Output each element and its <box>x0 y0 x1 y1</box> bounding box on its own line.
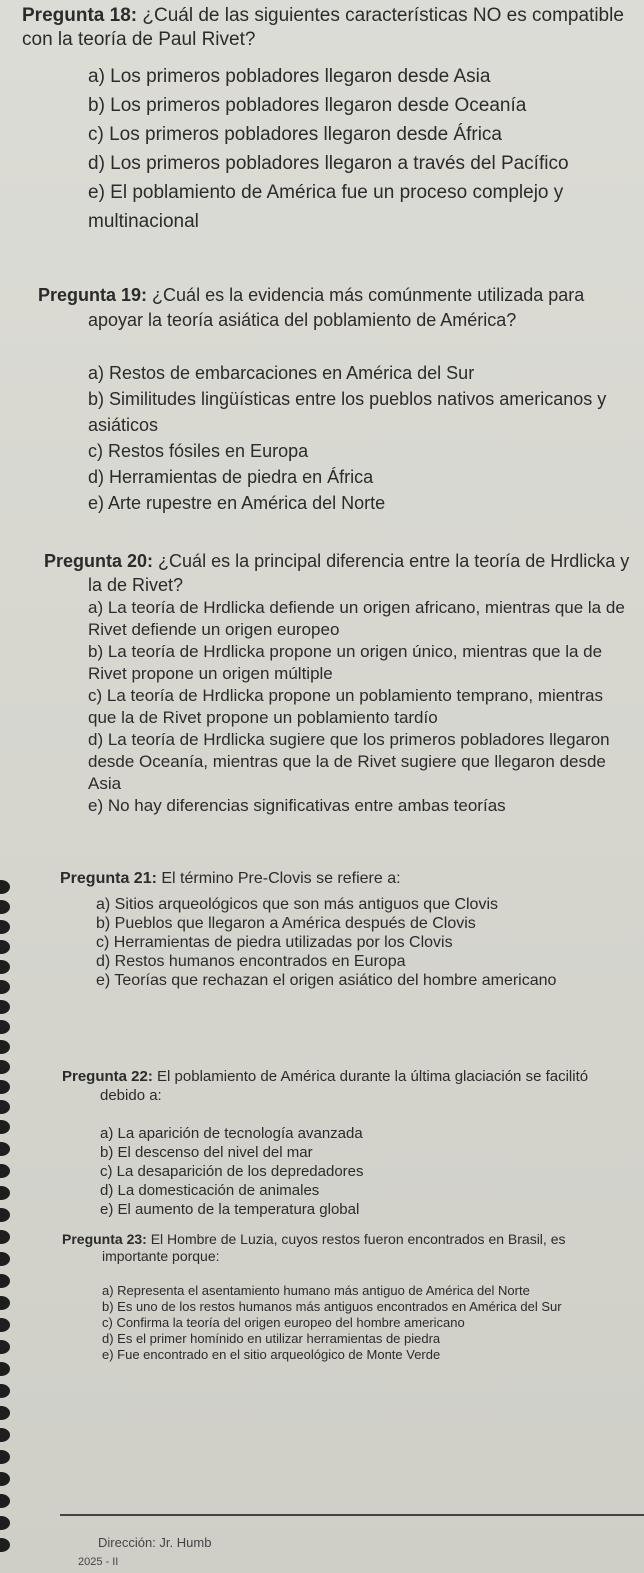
option-23-c: c) Confirma la teoría del origen europeo del hombre americano <box>102 1315 465 1330</box>
question-19-options <box>88 360 638 516</box>
option-19-e: e) Arte rupestre en América del Norte <box>88 493 386 513</box>
question-22 <box>62 1067 618 1105</box>
binder-hole <box>0 1318 10 1332</box>
binder-hole <box>0 940 10 954</box>
question-18 <box>0 4 640 51</box>
binder-hole <box>0 1450 10 1464</box>
binder-hole <box>0 1252 10 1266</box>
option-21-d: d) Restos humanos encontrados en Europa <box>96 953 406 970</box>
binder-holes <box>0 880 20 1573</box>
option-19-a: a) Restos de embarcaciones en América del Sur <box>88 363 475 383</box>
question-20-options <box>88 597 628 817</box>
option-23-d: d) Es el primer homínido en utilizar herramientas de piedra <box>102 1331 441 1346</box>
binder-hole <box>0 1040 10 1054</box>
binder-hole <box>0 1296 10 1310</box>
footer-direction: Dirección: Jr. Humb <box>98 1535 212 1550</box>
question-23-options <box>102 1283 620 1363</box>
question-19-text: ¿Cuál es la evidencia más comúnmente utilizada para apoyar la teoría asiática del poblamiento de América? <box>88 285 585 330</box>
binder-hole <box>0 980 10 994</box>
option-19-c: c) Restos fósiles en Europa <box>88 441 309 461</box>
binder-hole <box>0 1406 10 1420</box>
option-22-c: c) La desaparición de los depredadores <box>100 1163 364 1180</box>
question-18-options <box>88 62 640 236</box>
question-22-text: El poblamiento de América durante la última glaciación se facilitó debido a: <box>100 1068 589 1104</box>
question-21 <box>60 869 640 889</box>
question-20 <box>44 549 636 597</box>
binder-hole <box>0 1362 10 1376</box>
footer-divider <box>60 1514 644 1516</box>
option-22-a: a) La aparición de tecnología avanzada <box>100 1125 363 1142</box>
option-18-b: b) Los primeros pobladores llegaron desde Oceanía <box>88 95 527 116</box>
binder-hole <box>0 1472 10 1486</box>
option-21-b: b) Pueblos que llegaron a América después de Clovis <box>96 915 476 932</box>
question-23-text: El Hombre de Luzia, cuyos restos fueron encontrados en Brasil, es importante porque: <box>102 1231 566 1264</box>
binder-hole <box>0 920 10 934</box>
footer-year: 2025 - II <box>78 1556 119 1568</box>
question-21-text: El término Pre-Clovis se refiere a: <box>161 870 401 887</box>
option-22-b: b) El descenso del nivel del mar <box>100 1144 313 1161</box>
binder-hole <box>0 1120 10 1134</box>
option-21-c: c) Herramientas de piedra utilizadas por los Clovis <box>96 934 453 951</box>
binder-hole <box>0 1142 10 1156</box>
option-22-d: d) La domesticación de animales <box>100 1182 320 1199</box>
option-20-e: e) No hay diferencias significativas entre ambas teorías <box>88 796 506 815</box>
binder-hole <box>0 1516 10 1530</box>
option-18-a: a) Los primeros pobladores llegaron desde Asia <box>88 66 491 87</box>
question-22-options <box>100 1124 620 1219</box>
binder-hole <box>0 1208 10 1222</box>
option-23-b: b) Es uno de los restos humanos más antiguos encontrados en América del Sur <box>102 1299 562 1314</box>
binder-hole <box>0 1020 10 1034</box>
binder-hole <box>0 900 10 914</box>
question-21-label: Pregunta 21: <box>60 870 157 887</box>
binder-hole <box>0 960 10 974</box>
question-21-options <box>96 895 636 990</box>
question-18-text: ¿Cuál de las siguientes características NO es compatible con la teoría de Paul Rivet? <box>22 5 624 50</box>
binder-hole <box>0 1060 10 1074</box>
question-19-label: Pregunta 19: <box>38 285 148 305</box>
option-19-b: b) Similitudes lingüísticas entre los pueblos nativos americanos y asiáticos <box>88 389 607 435</box>
option-22-e: e) El aumento de la temperatura global <box>100 1201 360 1218</box>
option-18-e: e) El poblamiento de América fue un proceso complejo y multinacional <box>88 182 564 232</box>
question-23-label: Pregunta 23: <box>62 1231 147 1247</box>
question-22-label: Pregunta 22: <box>62 1068 153 1085</box>
question-20-label: Pregunta 20: <box>44 551 154 571</box>
question-20-text: ¿Cuál es la principal diferencia entre la teoría de Hrdlicka y la de Rivet? <box>88 551 630 595</box>
option-21-a: a) Sitios arqueológicos que son más antiguos que Clovis <box>96 896 499 913</box>
binder-hole <box>0 1384 10 1398</box>
option-21-e: e) Teorías que rechazan el origen asiático del hombre americano <box>96 972 557 989</box>
binder-hole <box>0 1230 10 1244</box>
binder-hole <box>0 1164 10 1178</box>
question-23 <box>62 1231 622 1265</box>
binder-hole <box>0 1494 10 1508</box>
option-18-c: c) Los primeros pobladores llegaron desde África <box>88 124 502 145</box>
binder-hole <box>0 1186 10 1200</box>
binder-hole <box>0 1100 10 1114</box>
option-23-e: e) Fue encontrado en el sitio arqueológico de Monte Verde <box>102 1347 441 1362</box>
binder-hole <box>0 1428 10 1442</box>
binder-hole <box>0 880 10 894</box>
option-23-a: a) Representa el asentamiento humano más antiguo de América del Norte <box>102 1283 530 1298</box>
option-18-d: d) Los primeros pobladores llegaron a través del Pacífico <box>88 153 569 174</box>
binder-hole <box>0 1340 10 1354</box>
option-20-a: a) La teoría de Hrdlicka defiende un origen africano, mientras que la de Rivet defiende un origen europeo <box>88 598 625 639</box>
binder-hole <box>0 1000 10 1014</box>
binder-hole <box>0 1080 10 1094</box>
option-20-d: d) La teoría de Hrdlicka sugiere que los primeros pobladores llegaron desde Oceanía, mientras que la de Rivet sugiere que llegaron desde Asia <box>88 730 610 793</box>
option-19-d: d) Herramientas de piedra en África <box>88 467 374 487</box>
option-20-b: b) La teoría de Hrdlicka propone un origen único, mientras que la de Rivet propone un origen múltiple <box>88 642 603 683</box>
question-19 <box>38 283 638 333</box>
binder-hole <box>0 1274 10 1288</box>
binder-hole <box>0 1538 10 1552</box>
option-20-c: c) La teoría de Hrdlicka propone un poblamiento temprano, mientras que la de Rivet propone un poblamiento tardío <box>88 686 604 727</box>
question-18-label: Pregunta 18: <box>22 5 138 26</box>
